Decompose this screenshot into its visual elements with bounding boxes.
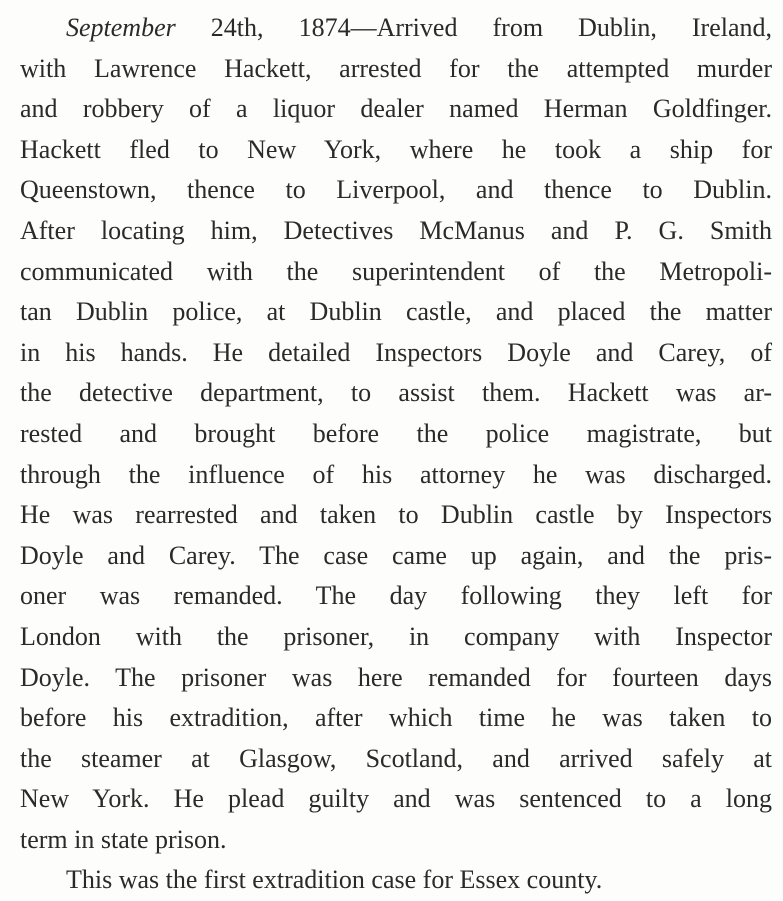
- paragraph-line-3: and robbery of a liquor dealer named Herman Goldfinger.: [20, 94, 772, 124]
- paragraph-line-1: [20, 8, 772, 49]
- paragraph-line-8: tan Dublin police, at Dublin castle, and placed the matter: [20, 297, 772, 327]
- paragraph-line-12: through the influence of his attorney he was discharged.: [20, 459, 772, 489]
- paragraph-line-15: oner was remanded. The day following they left for: [20, 581, 772, 611]
- paragraph-line-20: New York. He plead guilty and was sentenced to a long: [20, 784, 772, 814]
- paragraph-line-17: Doyle. The prisoner was here remanded for fourteen days: [20, 662, 772, 692]
- paragraph-line-9: in his hands. He detailed Inspectors Doyle and Carey, of: [20, 337, 772, 367]
- paragraph-line-7: communicated with the superintendent of the Metropoli-: [20, 256, 772, 286]
- paragraph-line-4: Hackett fled to New York, where he took a ship for: [20, 134, 772, 164]
- paragraph-line-16: London with the prisoner, in company with Inspector: [20, 621, 772, 651]
- paragraph-line-2: with Lawrence Hackett, arrested for the attempted murder: [20, 53, 772, 83]
- paragraph-line-18: before his extradition, after which time he was taken to: [20, 703, 772, 733]
- paragraph-line-19: the steamer at Glasgow, Scotland, and arrived safely at: [20, 743, 772, 773]
- line-text: 24th, 1874—Arrived from Dublin, Ireland,: [175, 13, 772, 42]
- paragraph-line-13: He was rearrested and taken to Dublin castle by Inspectors: [20, 500, 772, 530]
- closing-paragraph: This was the first extradition case for Essex county.: [66, 865, 603, 895]
- paragraph-line-10: the detective department, to assist them. Hackett was ar-: [20, 378, 772, 408]
- paragraph-line-6: After locating him, Detectives McManus and P. G. Smith: [20, 215, 772, 245]
- paragraph-line-14: Doyle and Carey. The case came up again, and the pris-: [20, 540, 772, 570]
- paragraph-line-11: rested and brought before the police magistrate, but: [20, 418, 772, 448]
- paragraph-line-5: Queenstown, thence to Liverpool, and thence to Dublin.: [20, 175, 772, 205]
- text-body: [20, 8, 772, 901]
- paragraph-line-21: term in state prison.: [20, 824, 227, 854]
- date-month: September: [66, 13, 176, 42]
